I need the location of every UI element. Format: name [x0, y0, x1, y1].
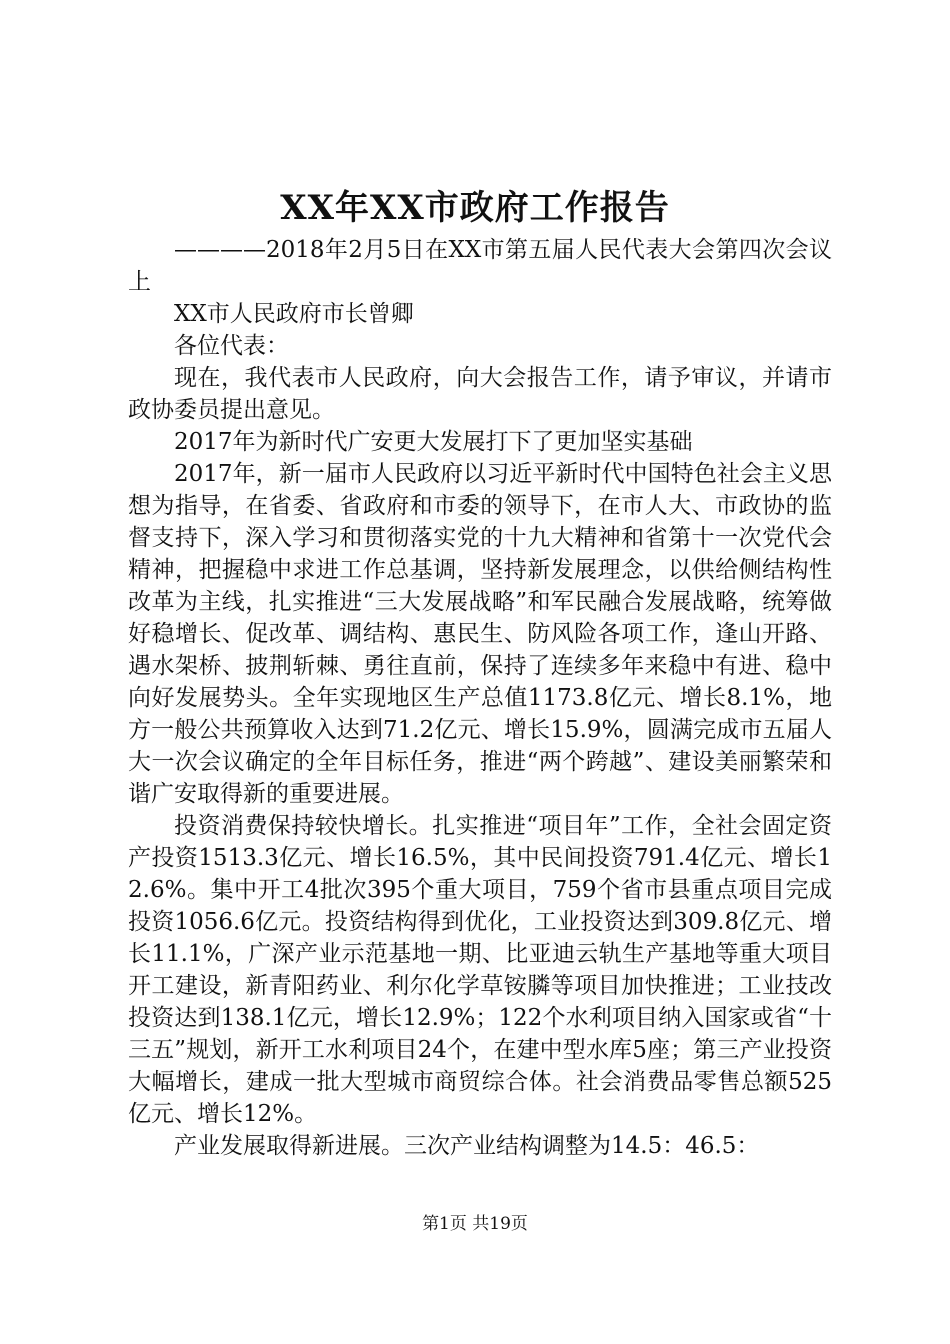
page-footer: 第1页 共19页	[422, 1214, 528, 1234]
document-title: XX年XX市政府工作报告	[280, 188, 670, 228]
section-heading: 2017年为新时代广安更大发展打下了更加坚实基础	[174, 429, 693, 455]
salutation: 各位代表：	[174, 333, 289, 359]
author-line: XX市人民政府市长曾卿	[174, 301, 414, 327]
body-paragraph: 投资消费保持较快增长。扎实推进“项目年”工作，全社会固定资产投资1513.3亿元、增长16.5%，其中民间投资791.4亿元、增长12.6%。集中开工4批次395个重大项目，759个省市县重点项目完成投资1056.6亿元。投资结构得到优化，工业投资达到309.8亿元、增长11.1%，广深产业示范基地一期、比亚迪云轨生产基地等重大项目开工建设，新青阳药业、利尔化学草铵膦等项目加快推进；工业技改投资达到138.1亿元，增长12.9%；122个水利项目纳入国家或省“十三五”规划，新开工水利项目24个，在建中型水库5座；第三产业投资大幅增长，建成一批大型城市商贸综合体。社会消费品零售总额525亿元、增长12%。	[128, 813, 832, 1127]
subtitle-paragraph: ————2018年2月5日在XX市第五届人民代表大会第四次会议上	[128, 237, 832, 295]
body-paragraph: 2017年，新一届市人民政府以习近平新时代中国特色社会主义思想为指导，在省委、省政府和市委的领导下，在市人大、市政协的监督支持下，深入学习和贯彻落实党的十九大精神和省第十一次党代会精神，把握稳中求进工作总基调，坚持新发展理念，以供给侧结构性改革为主线，扎实推进“三大发展战略”和军民融合发展战略，统筹做好稳增长、促改革、调结构、惠民生、防风险各项工作，逢山开路、遇水架桥、披荆斩棘、勇往直前，保持了连续多年来稳中有进、稳中向好发展势头。全年实现地区生产总值1173.8亿元、增长8.1%，地方一般公共预算收入达到71.2亿元、增长15.9%，圆满完成市五届人大一次会议确定的全年目标任务，推进“两个跨越”、建设美丽繁荣和谐广安取得新的重要进展。	[128, 461, 832, 807]
body-paragraph: 产业发展取得新进展。三次产业结构调整为14.5：46.5：	[174, 1133, 760, 1159]
body-paragraph: 现在，我代表市人民政府，向大会报告工作，请予审议，并请市政协委员提出意见。	[128, 365, 832, 423]
document-body	[128, 234, 832, 1162]
